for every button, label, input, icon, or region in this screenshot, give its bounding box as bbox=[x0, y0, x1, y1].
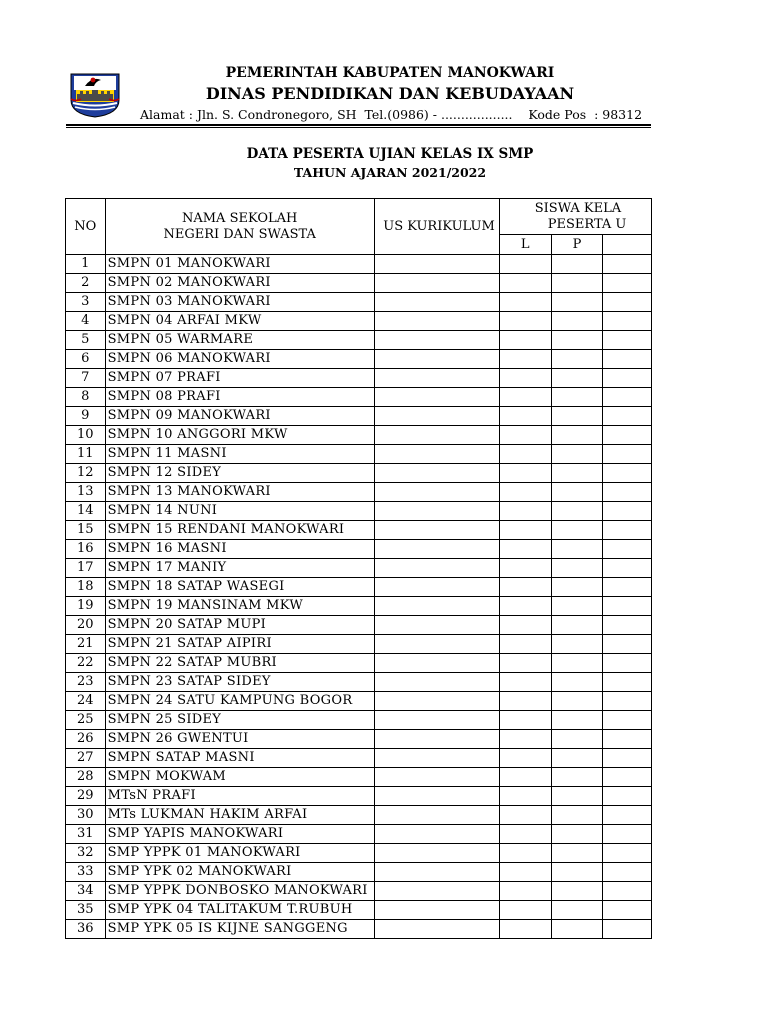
l-count-cell bbox=[499, 426, 551, 445]
row-number: 26 bbox=[66, 730, 106, 749]
l-count-cell bbox=[499, 483, 551, 502]
school-name: SMPN 02 MANOKWARI bbox=[105, 274, 374, 293]
school-name: SMPN 11 MASNI bbox=[105, 445, 374, 464]
p-count-cell bbox=[551, 920, 603, 939]
kurikulum-cell bbox=[374, 578, 499, 597]
row-number: 13 bbox=[66, 483, 106, 502]
l-count-cell bbox=[499, 901, 551, 920]
table-row bbox=[66, 597, 652, 616]
p-count-cell bbox=[551, 521, 603, 540]
table-row bbox=[66, 407, 652, 426]
l-count-cell bbox=[499, 559, 551, 578]
l-count-cell bbox=[499, 445, 551, 464]
row-number: 25 bbox=[66, 711, 106, 730]
l-count-cell bbox=[499, 597, 551, 616]
kurikulum-cell bbox=[374, 369, 499, 388]
row-number: 16 bbox=[66, 540, 106, 559]
kurikulum-cell bbox=[374, 901, 499, 920]
kurikulum-cell bbox=[374, 521, 499, 540]
school-name: SMPN 23 SATAP SIDEY bbox=[105, 673, 374, 692]
row-number: 20 bbox=[66, 616, 106, 635]
l-count-cell bbox=[499, 312, 551, 331]
p-count-cell bbox=[551, 559, 603, 578]
table-row bbox=[66, 920, 652, 939]
l-count-cell bbox=[499, 616, 551, 635]
table-row bbox=[66, 863, 652, 882]
header-kurikulum bbox=[374, 199, 499, 255]
kurikulum-cell bbox=[374, 882, 499, 901]
extra-cell bbox=[603, 274, 652, 293]
extra-cell bbox=[603, 806, 652, 825]
kurikulum-cell bbox=[374, 274, 499, 293]
p-count-cell bbox=[551, 692, 603, 711]
letterhead-address: Alamat : Jln. S. Condronegoro, SH Tel.(0986) - .................. Kode Pos : 98312 bbox=[140, 107, 643, 122]
school-name: SMPN 06 MANOKWARI bbox=[105, 350, 374, 369]
extra-cell bbox=[603, 597, 652, 616]
p-count-cell bbox=[551, 844, 603, 863]
extra-cell bbox=[603, 331, 652, 350]
extra-cell bbox=[603, 255, 652, 274]
row-number: 2 bbox=[66, 274, 106, 293]
school-name: SMP YPPK 01 MANOKWARI bbox=[105, 844, 374, 863]
table-row bbox=[66, 426, 652, 445]
table-row bbox=[66, 749, 652, 768]
school-name: SMP YAPIS MANOKWARI bbox=[105, 825, 374, 844]
table-row bbox=[66, 445, 652, 464]
kurikulum-cell bbox=[374, 445, 499, 464]
table-row bbox=[66, 350, 652, 369]
table-row bbox=[66, 654, 652, 673]
kurikulum-cell bbox=[374, 787, 499, 806]
table-row bbox=[66, 787, 652, 806]
p-count-cell bbox=[551, 388, 603, 407]
kurikulum-cell bbox=[374, 255, 499, 274]
table-row bbox=[66, 483, 652, 502]
school-name: SMPN 13 MANOKWARI bbox=[105, 483, 374, 502]
kurikulum-cell bbox=[374, 749, 499, 768]
p-count-cell bbox=[551, 293, 603, 312]
kurikulum-cell bbox=[374, 483, 499, 502]
p-count-cell bbox=[551, 483, 603, 502]
kurikulum-cell bbox=[374, 920, 499, 939]
l-count-cell bbox=[499, 407, 551, 426]
table-row bbox=[66, 711, 652, 730]
header-siswa-line2: PESERTA U bbox=[547, 216, 627, 232]
school-name: SMP YPK 02 MANOKWARI bbox=[105, 863, 374, 882]
row-number: 4 bbox=[66, 312, 106, 331]
header-school-name-line1: NAMA SEKOLAH bbox=[181, 210, 298, 226]
p-count-cell bbox=[551, 806, 603, 825]
table-row bbox=[66, 844, 652, 863]
p-count-cell bbox=[551, 768, 603, 787]
school-name: SMPN 04 ARFAI MKW bbox=[105, 312, 374, 331]
letterhead-agency: DINAS PENDIDIKAN DAN KEBUDAYAAN bbox=[205, 84, 575, 103]
kurikulum-cell bbox=[374, 350, 499, 369]
school-name: SMPN 26 GWENTUI bbox=[105, 730, 374, 749]
p-count-cell bbox=[551, 540, 603, 559]
extra-cell bbox=[603, 616, 652, 635]
p-count-cell bbox=[551, 730, 603, 749]
table-row bbox=[66, 578, 652, 597]
l-count-cell bbox=[499, 711, 551, 730]
table-row bbox=[66, 464, 652, 483]
school-name: SMP YPK 04 TALITAKUM T.RUBUH bbox=[105, 901, 374, 920]
extra-cell bbox=[603, 692, 652, 711]
school-name: SMPN 12 SIDEY bbox=[105, 464, 374, 483]
l-count-cell bbox=[499, 806, 551, 825]
extra-cell bbox=[603, 369, 652, 388]
extra-cell bbox=[603, 844, 652, 863]
row-number: 31 bbox=[66, 825, 106, 844]
table-row bbox=[66, 255, 652, 274]
l-count-cell bbox=[499, 673, 551, 692]
p-count-cell bbox=[551, 711, 603, 730]
kurikulum-cell bbox=[374, 388, 499, 407]
kurikulum-cell bbox=[374, 768, 499, 787]
p-count-cell bbox=[551, 331, 603, 350]
p-count-cell bbox=[551, 901, 603, 920]
p-count-cell bbox=[551, 635, 603, 654]
row-number: 29 bbox=[66, 787, 106, 806]
school-name: SMPN 25 SIDEY bbox=[105, 711, 374, 730]
l-count-cell bbox=[499, 730, 551, 749]
l-count-cell bbox=[499, 920, 551, 939]
l-count-cell bbox=[499, 654, 551, 673]
document-subtitle: TAHUN AJARAN 2021/2022 bbox=[293, 165, 487, 180]
letterhead-government: PEMERINTAH KABUPATEN MANOKWARI bbox=[225, 65, 555, 81]
p-count-cell bbox=[551, 673, 603, 692]
school-name: SMPN 08 PRAFI bbox=[105, 388, 374, 407]
school-name: SMP YPPK DONBOSKO MANOKWARI bbox=[105, 882, 374, 901]
l-count-cell bbox=[499, 502, 551, 521]
l-count-cell bbox=[499, 369, 551, 388]
participant-rows bbox=[66, 255, 652, 939]
row-number: 27 bbox=[66, 749, 106, 768]
extra-cell bbox=[603, 388, 652, 407]
extra-cell bbox=[603, 920, 652, 939]
p-count-cell bbox=[551, 749, 603, 768]
header-kurikulum-label: US KURIKULUM bbox=[383, 218, 495, 234]
p-count-cell bbox=[551, 312, 603, 331]
table-row bbox=[66, 369, 652, 388]
kurikulum-cell bbox=[374, 540, 499, 559]
row-number: 35 bbox=[66, 901, 106, 920]
row-number: 22 bbox=[66, 654, 106, 673]
header-p: P bbox=[551, 235, 603, 255]
p-count-cell bbox=[551, 255, 603, 274]
p-count-cell bbox=[551, 445, 603, 464]
table-row bbox=[66, 616, 652, 635]
l-count-cell bbox=[499, 331, 551, 350]
p-count-cell bbox=[551, 863, 603, 882]
school-name: SMPN 24 SATU KAMPUNG BOGOR bbox=[105, 692, 374, 711]
table-row bbox=[66, 540, 652, 559]
table-row bbox=[66, 274, 652, 293]
p-count-cell bbox=[551, 426, 603, 445]
p-count-cell bbox=[551, 787, 603, 806]
l-count-cell bbox=[499, 293, 551, 312]
table-row bbox=[66, 635, 652, 654]
extra-cell bbox=[603, 730, 652, 749]
school-name: SMPN 21 SATAP AIPIRI bbox=[105, 635, 374, 654]
school-name: SMPN 20 SATAP MUPI bbox=[105, 616, 374, 635]
kurikulum-cell bbox=[374, 559, 499, 578]
extra-cell bbox=[603, 825, 652, 844]
kurikulum-cell bbox=[374, 673, 499, 692]
p-count-cell bbox=[551, 616, 603, 635]
row-number: 9 bbox=[66, 407, 106, 426]
school-name: SMPN 19 MANSINAM MKW bbox=[105, 597, 374, 616]
extra-cell bbox=[603, 293, 652, 312]
school-name: SMPN 07 PRAFI bbox=[105, 369, 374, 388]
row-number: 36 bbox=[66, 920, 106, 939]
p-count-cell bbox=[551, 369, 603, 388]
kurikulum-cell bbox=[374, 597, 499, 616]
l-count-cell bbox=[499, 578, 551, 597]
l-count-cell bbox=[499, 787, 551, 806]
extra-cell bbox=[603, 521, 652, 540]
header-school-name-line2: NEGERI DAN SWASTA bbox=[163, 226, 316, 242]
l-count-cell bbox=[499, 749, 551, 768]
extra-cell bbox=[603, 407, 652, 426]
kurikulum-cell bbox=[374, 293, 499, 312]
extra-cell bbox=[603, 483, 652, 502]
kurikulum-cell bbox=[374, 711, 499, 730]
p-count-cell bbox=[551, 407, 603, 426]
kurikulum-cell bbox=[374, 502, 499, 521]
school-name: SMPN 05 WARMARE bbox=[105, 331, 374, 350]
l-count-cell bbox=[499, 350, 551, 369]
school-name: SMPN 18 SATAP WASEGI bbox=[105, 578, 374, 597]
row-number: 23 bbox=[66, 673, 106, 692]
row-number: 18 bbox=[66, 578, 106, 597]
header-school-name bbox=[105, 199, 374, 255]
row-number: 33 bbox=[66, 863, 106, 882]
p-count-cell bbox=[551, 825, 603, 844]
school-name: SMPN MOKWAM bbox=[105, 768, 374, 787]
school-name: SMPN 16 MASNI bbox=[105, 540, 374, 559]
kurikulum-cell bbox=[374, 331, 499, 350]
kurikulum-cell bbox=[374, 844, 499, 863]
extra-cell bbox=[603, 559, 652, 578]
regency-logo bbox=[68, 70, 122, 118]
row-number: 12 bbox=[66, 464, 106, 483]
p-count-cell bbox=[551, 654, 603, 673]
l-count-cell bbox=[499, 274, 551, 293]
row-number: 32 bbox=[66, 844, 106, 863]
school-name: SMPN 17 MANIY bbox=[105, 559, 374, 578]
table-row bbox=[66, 331, 652, 350]
extra-cell bbox=[603, 635, 652, 654]
extra-cell bbox=[603, 350, 652, 369]
table-row bbox=[66, 293, 652, 312]
kurikulum-cell bbox=[374, 730, 499, 749]
row-number: 21 bbox=[66, 635, 106, 654]
l-count-cell bbox=[499, 540, 551, 559]
table-row bbox=[66, 730, 652, 749]
extra-cell bbox=[603, 445, 652, 464]
row-number: 19 bbox=[66, 597, 106, 616]
row-number: 3 bbox=[66, 293, 106, 312]
header-siswa-line1: SISWA KELA bbox=[534, 200, 622, 216]
kurikulum-cell bbox=[374, 464, 499, 483]
p-count-cell bbox=[551, 350, 603, 369]
participant-table bbox=[65, 198, 652, 939]
extra-cell bbox=[603, 863, 652, 882]
header-extra bbox=[603, 235, 652, 255]
row-number: 8 bbox=[66, 388, 106, 407]
school-name: SMPN 15 RENDANI MANOKWARI bbox=[105, 521, 374, 540]
school-name: SMPN 10 ANGGORI MKW bbox=[105, 426, 374, 445]
school-name: SMPN 03 MANOKWARI bbox=[105, 293, 374, 312]
kurikulum-cell bbox=[374, 654, 499, 673]
table-row bbox=[66, 521, 652, 540]
row-number: 17 bbox=[66, 559, 106, 578]
extra-cell bbox=[603, 464, 652, 483]
l-count-cell bbox=[499, 863, 551, 882]
table-row bbox=[66, 825, 652, 844]
extra-cell bbox=[603, 787, 652, 806]
kurikulum-cell bbox=[374, 616, 499, 635]
l-count-cell bbox=[499, 255, 551, 274]
table-row bbox=[66, 882, 652, 901]
l-count-cell bbox=[499, 464, 551, 483]
letterhead-divider-thick bbox=[66, 124, 651, 126]
table-row bbox=[66, 901, 652, 920]
l-count-cell bbox=[499, 388, 551, 407]
table-row bbox=[66, 692, 652, 711]
l-count-cell bbox=[499, 825, 551, 844]
p-count-cell bbox=[551, 464, 603, 483]
extra-cell bbox=[603, 901, 652, 920]
school-name: SMPN 09 MANOKWARI bbox=[105, 407, 374, 426]
l-count-cell bbox=[499, 844, 551, 863]
extra-cell bbox=[603, 654, 652, 673]
l-count-cell bbox=[499, 768, 551, 787]
table-row bbox=[66, 806, 652, 825]
extra-cell bbox=[603, 502, 652, 521]
kurikulum-cell bbox=[374, 692, 499, 711]
row-number: 28 bbox=[66, 768, 106, 787]
p-count-cell bbox=[551, 882, 603, 901]
l-count-cell bbox=[499, 635, 551, 654]
letterhead-divider-thin bbox=[66, 127, 651, 128]
school-name: SMPN SATAP MASNI bbox=[105, 749, 374, 768]
extra-cell bbox=[603, 673, 652, 692]
p-count-cell bbox=[551, 274, 603, 293]
kurikulum-cell bbox=[374, 426, 499, 445]
extra-cell bbox=[603, 882, 652, 901]
extra-cell bbox=[603, 768, 652, 787]
row-number: 7 bbox=[66, 369, 106, 388]
participant-table-viewport bbox=[65, 198, 652, 940]
kurikulum-cell bbox=[374, 825, 499, 844]
document-title: DATA PESERTA UJIAN KELAS IX SMP bbox=[246, 146, 534, 162]
school-name: SMPN 01 MANOKWARI bbox=[105, 255, 374, 274]
extra-cell bbox=[603, 312, 652, 331]
l-count-cell bbox=[499, 882, 551, 901]
row-number: 30 bbox=[66, 806, 106, 825]
table-row bbox=[66, 388, 652, 407]
table-row bbox=[66, 559, 652, 578]
l-count-cell bbox=[499, 692, 551, 711]
school-name: SMPN 14 NUNI bbox=[105, 502, 374, 521]
table-row bbox=[66, 312, 652, 331]
p-count-cell bbox=[551, 597, 603, 616]
row-number: 1 bbox=[66, 255, 106, 274]
row-number: 10 bbox=[66, 426, 106, 445]
kurikulum-cell bbox=[374, 312, 499, 331]
school-name: SMPN 22 SATAP MUBRI bbox=[105, 654, 374, 673]
extra-cell bbox=[603, 540, 652, 559]
l-count-cell bbox=[499, 521, 551, 540]
p-count-cell bbox=[551, 502, 603, 521]
row-number: 14 bbox=[66, 502, 106, 521]
p-count-cell bbox=[551, 578, 603, 597]
row-number: 34 bbox=[66, 882, 106, 901]
extra-cell bbox=[603, 749, 652, 768]
header-siswa bbox=[499, 199, 651, 235]
school-name: SMP YPK 05 IS KIJNE SANGGENG bbox=[105, 920, 374, 939]
header-no: NO bbox=[66, 199, 106, 255]
table-row bbox=[66, 673, 652, 692]
extra-cell bbox=[603, 711, 652, 730]
row-number: 24 bbox=[66, 692, 106, 711]
kurikulum-cell bbox=[374, 635, 499, 654]
row-number: 6 bbox=[66, 350, 106, 369]
table-row bbox=[66, 768, 652, 787]
school-name: MTs LUKMAN HAKIM ARFAI bbox=[105, 806, 374, 825]
row-number: 11 bbox=[66, 445, 106, 464]
kurikulum-cell bbox=[374, 407, 499, 426]
table-row bbox=[66, 502, 652, 521]
school-name: MTsN PRAFI bbox=[105, 787, 374, 806]
extra-cell bbox=[603, 426, 652, 445]
kurikulum-cell bbox=[374, 806, 499, 825]
row-number: 5 bbox=[66, 331, 106, 350]
kurikulum-cell bbox=[374, 863, 499, 882]
header-l: L bbox=[499, 235, 551, 255]
extra-cell bbox=[603, 578, 652, 597]
row-number: 15 bbox=[66, 521, 106, 540]
